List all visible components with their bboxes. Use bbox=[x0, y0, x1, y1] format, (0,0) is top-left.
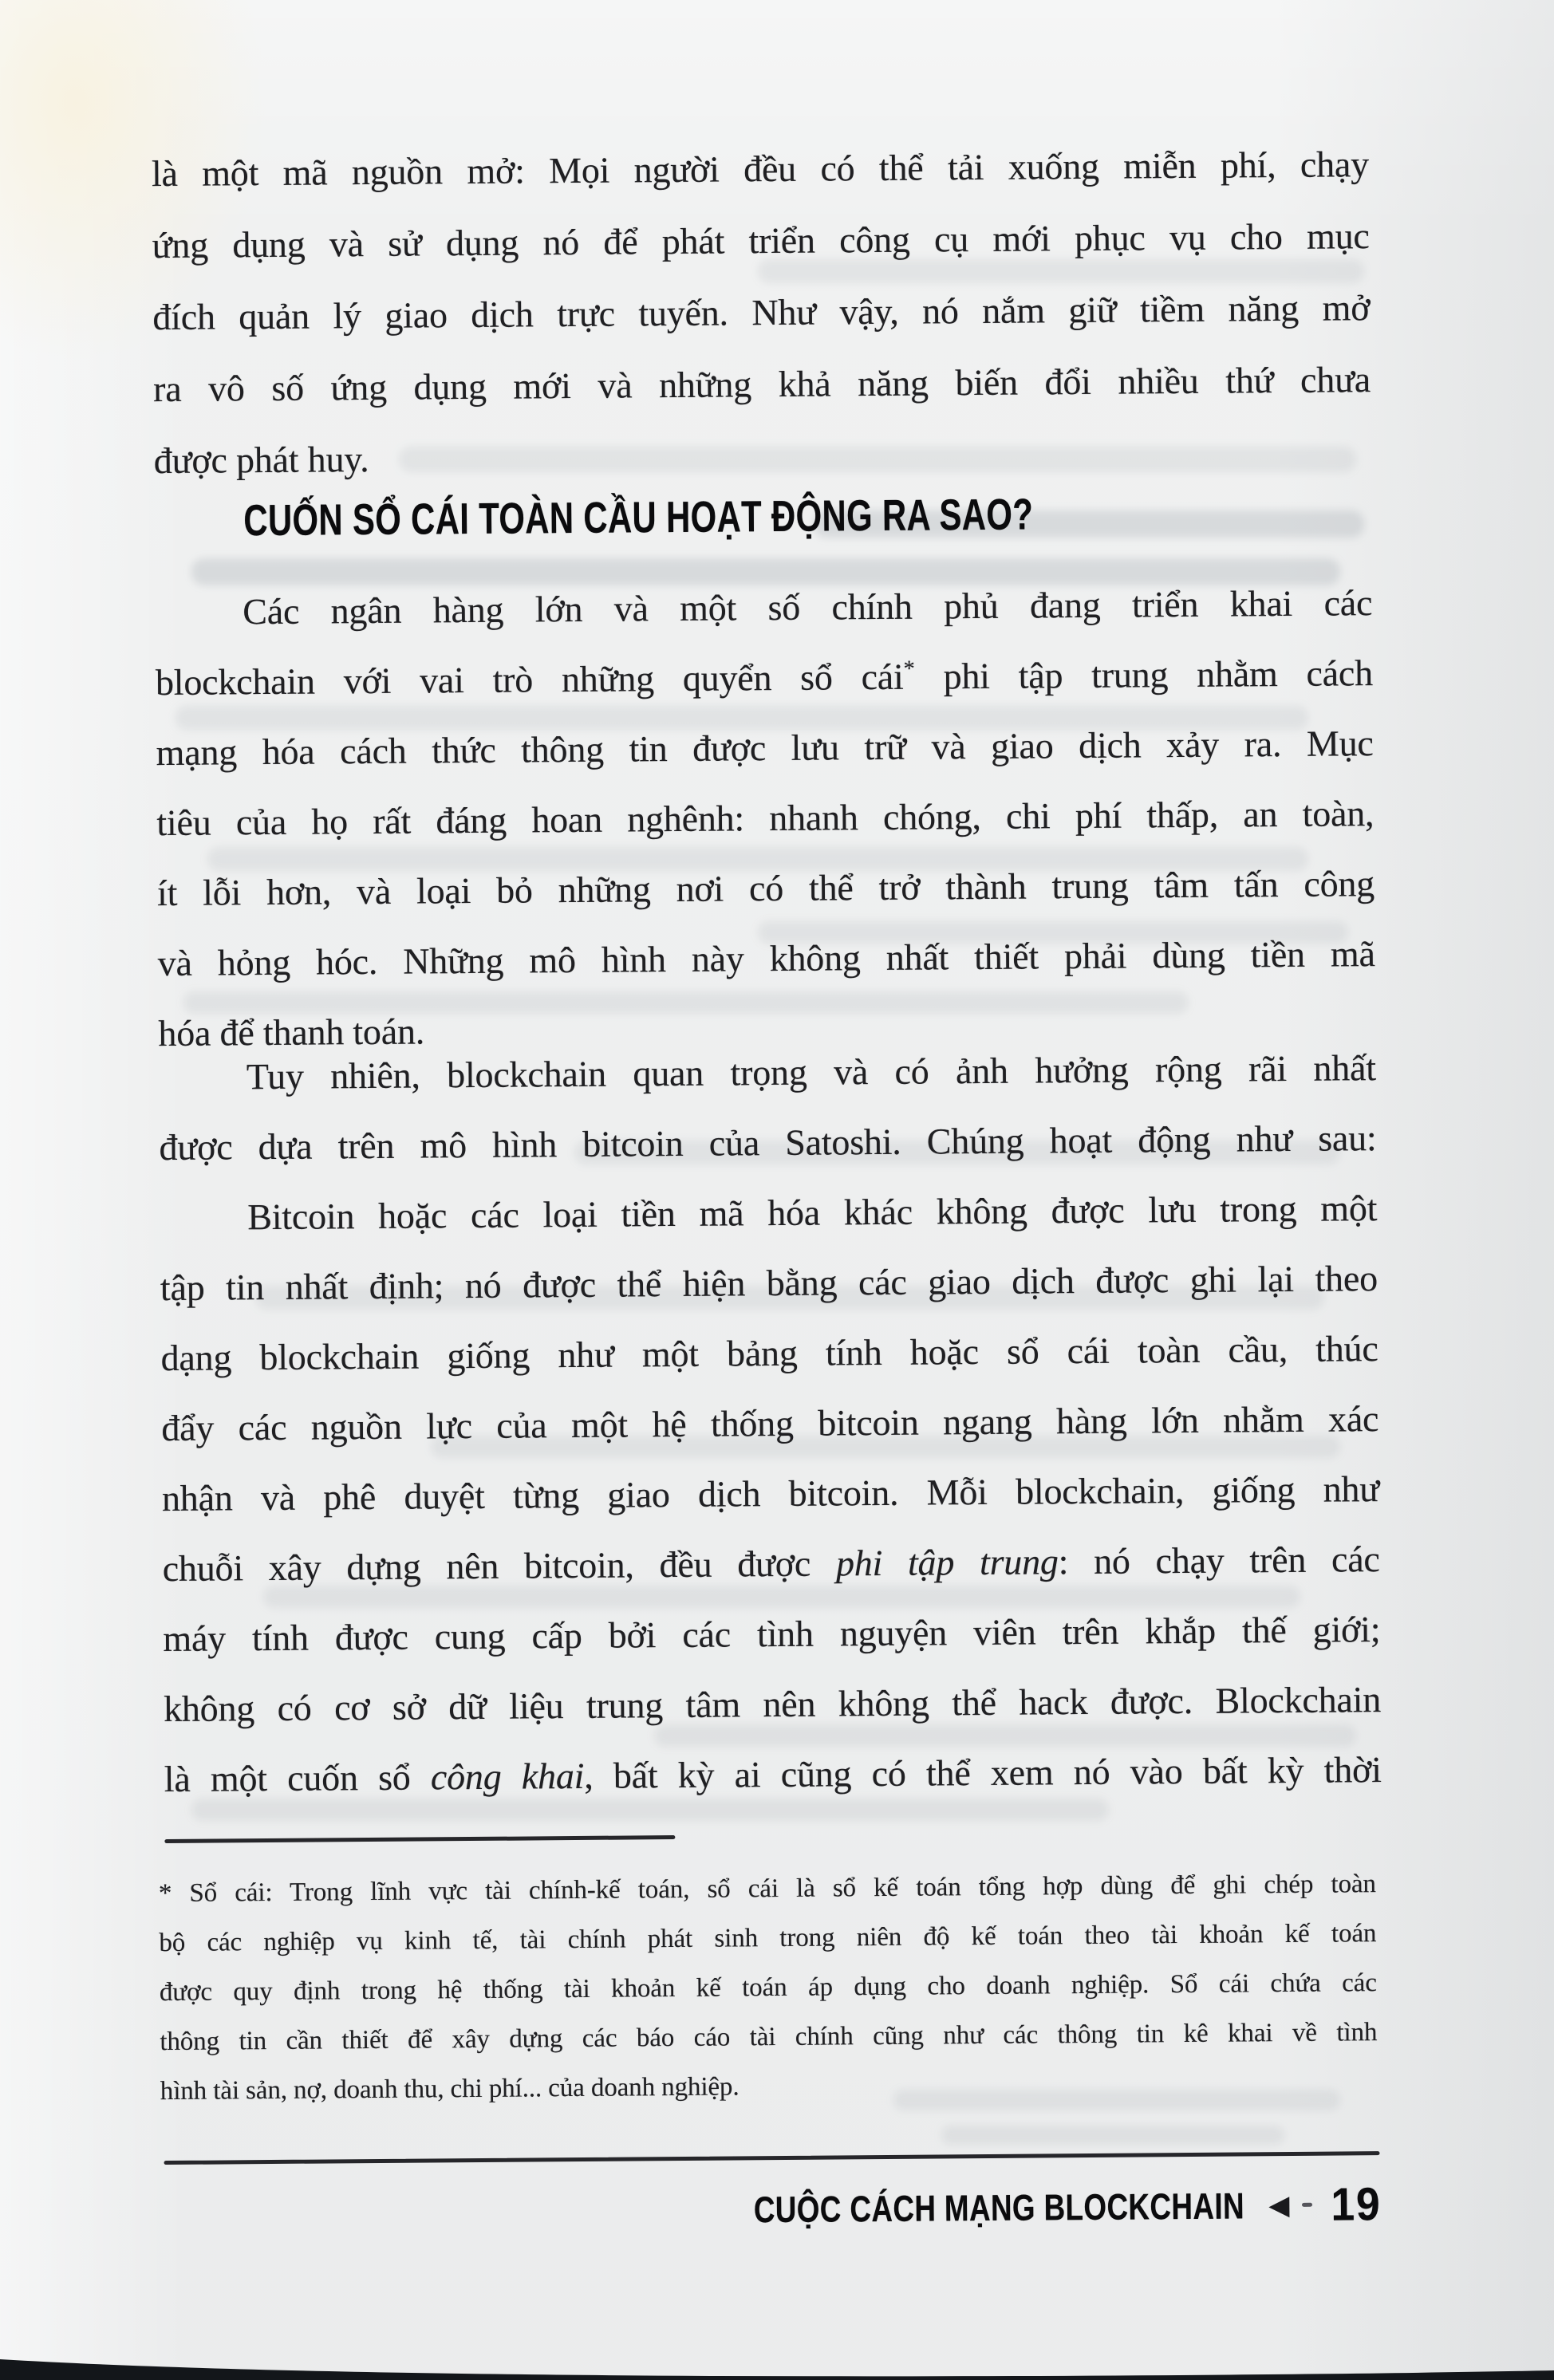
section-heading bbox=[154, 483, 1375, 549]
page-bottom-edge bbox=[0, 2348, 1554, 2380]
text-line: đẩy các nguồn lực của một hệ thống bitcoin ngang hàng lớn nhằm xác bbox=[161, 1398, 1379, 1449]
footer-book-title: CUỘC CÁCH MẠNG BLOCKCHAIN bbox=[754, 2184, 1245, 2230]
text-line: tiêu của họ rất đáng hoan nghênh: nhanh chóng, chi phí thấp, an toàn, bbox=[156, 793, 1375, 844]
text-line: không có cơ sở dữ liệu trung tâm nên không thể hack được. Blockchain bbox=[163, 1679, 1382, 1730]
text-line: Tuy nhiên, blockchain quan trọng và có ảnh hưởng rộng rãi nhất bbox=[246, 1047, 1377, 1097]
text-line: thông tin cần thiết để xây dựng các báo cáo tài chính cũng như các thông tin kê khai về tình bbox=[160, 2018, 1378, 2057]
footer-divider bbox=[164, 2151, 1380, 2165]
text-line: ít lỗi hơn, và loại bỏ những nơi có thể trở thành trung tâm tấn công bbox=[156, 863, 1375, 914]
paragraph bbox=[155, 568, 1376, 1069]
text-line: được phát huy. bbox=[153, 438, 369, 482]
footer-dot bbox=[1302, 2203, 1312, 2207]
text-line: hóa để thanh toán. bbox=[158, 1011, 425, 1054]
text-line: là một mã nguồn mở: Mọi người đều có thể tải xuống miễn phí, chạy bbox=[151, 144, 1370, 195]
text-line: chuỗi xây dựng nên bitcoin, đều được phi tập trung: nó chạy trên các bbox=[162, 1539, 1380, 1590]
text-line: máy tính được cung cấp bởi các tình nguyện viên trên khắp thế giới; bbox=[163, 1609, 1381, 1660]
footnote bbox=[159, 1859, 1378, 2116]
text-line: nhận và phê duyệt từng giao dịch bitcoin. Mỗi blockchain, giống như bbox=[161, 1468, 1380, 1519]
text-line: dạng blockchain giống như một bảng tính hoặc sổ cái toàn cầu, thúc bbox=[160, 1328, 1378, 1379]
page-number: 19 bbox=[1331, 2178, 1382, 2231]
text-line: được dựa trên mô hình bitcoin của Satoshi. Chúng hoạt động như sau: bbox=[159, 1117, 1377, 1168]
text-line: Bitcoin hoặc các loại tiền mã hóa khác không được lưu trong một bbox=[247, 1188, 1378, 1238]
text-line: blockchain với vai trò những quyển sổ cái* phi tập trung nhằm cách bbox=[155, 652, 1374, 703]
text-line: đích quản lý giao dịch trực tuyến. Như vậy, nó nắm giữ tiềm năng mở bbox=[152, 287, 1371, 338]
text-line: bộ các nghiệp vụ kinh tế, tài chính phát sinh trong niên độ kế toán theo tài khoản kế toán bbox=[159, 1919, 1377, 1958]
page-footer bbox=[168, 2177, 1382, 2240]
text-line: Các ngân hàng lớn và một số chính phủ đang triển khai các bbox=[243, 582, 1373, 632]
text-line: được quy định trong hệ thống tài khoản kế toán áp dụng cho doanh nghiệp. Sổ cái chứa các bbox=[159, 1968, 1377, 2008]
text-line: và hỏng hóc. Những mô hình này không nhất thiết phải dùng tiền mã bbox=[157, 933, 1375, 984]
text-line: tập tin nhất định; nó được thể hiện bằng các giao dịch được ghi lại theo bbox=[160, 1258, 1378, 1309]
text-line: ứng dụng và sử dụng nó để phát triển công cụ mới phục vụ cho mục bbox=[152, 215, 1370, 266]
footnote-divider bbox=[164, 1835, 675, 1843]
paragraph bbox=[159, 1033, 1377, 1183]
text-line: hình tài sản, nợ, doanh thu, chi phí... của doanh nghiệp. bbox=[160, 2072, 740, 2106]
text-line: * Sổ cái: Trong lĩnh vực tài chính-kế toán, sổ cái là sổ kế toán tổng hợp dùng để ghi chép toàn bbox=[158, 1870, 1376, 1909]
section-heading-text: CUỐN SỔ CÁI TOÀN CẦU HOẠT ĐỘNG RA SAO? bbox=[243, 489, 1034, 546]
left-triangle-icon: ◀ bbox=[1268, 2189, 1290, 2221]
text-line: mạng hóa cách thức thông tin được lưu trữ và giao dịch xảy ra. Mục bbox=[156, 723, 1374, 774]
paragraph bbox=[160, 1173, 1382, 1815]
text-line: là một cuốn sổ công khai, bất kỳ ai cũng có thể xem nó vào bất kỳ thời bbox=[164, 1749, 1382, 1800]
text-line: ra vô số ứng dụng mới và những khả năng biến đổi nhiều thứ chưa bbox=[152, 359, 1371, 410]
paragraph bbox=[152, 128, 1371, 497]
